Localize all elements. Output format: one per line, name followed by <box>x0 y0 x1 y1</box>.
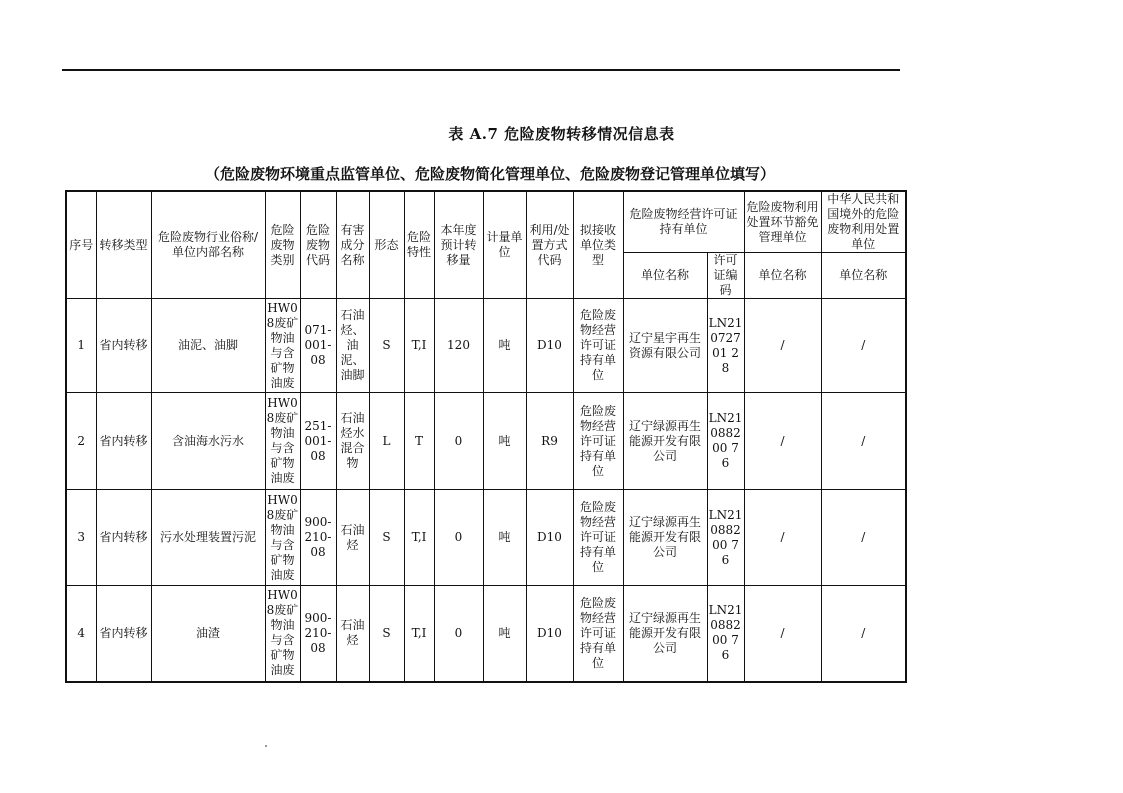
cell-hazardous-components: 石油烃 <box>336 490 369 586</box>
cell-form: S <box>369 490 404 586</box>
cell-overseas-unit-name: / <box>821 586 906 682</box>
header-unit-name: 单位名称 <box>623 253 707 299</box>
cell-hazard-property: T,I <box>404 586 434 682</box>
cell-licensed-unit-name: 辽宁绿源再生能源开发有限公司 <box>623 393 707 490</box>
cell-waste-category: HW08废矿物油与含矿物油废 <box>265 586 300 682</box>
cell-exempt-unit-name: / <box>744 393 821 490</box>
table-title: 表 A.7 危险废物转移情况信息表 <box>448 125 675 143</box>
cell-waste-code: 071-001-08 <box>300 299 336 393</box>
cell-exempt-unit-name: / <box>744 586 821 682</box>
header-hazard-property: 危险特性 <box>404 191 434 299</box>
cell-receiver-type: 危险废物经营许可证持有单位 <box>573 490 623 586</box>
cell-hazardous-components: 石油烃水混合物 <box>336 393 369 490</box>
cell-unit: 吨 <box>483 393 526 490</box>
table-row <box>66 586 906 682</box>
header-hazardous-components: 有害成分名称 <box>336 191 369 299</box>
header-annual-amount: 本年度预计转移量 <box>434 191 483 299</box>
cell-receiver-type: 危险废物经营许可证持有单位 <box>573 393 623 490</box>
cell-unit: 吨 <box>483 299 526 393</box>
cell-annual-amount: 0 <box>434 586 483 682</box>
table-row <box>66 299 906 393</box>
cell-waste-category: HW08废矿物油与含矿物油废 <box>265 490 300 586</box>
cell-waste-code: 900-210-08 <box>300 490 336 586</box>
cell-disposal-code: D10 <box>526 586 573 682</box>
cell-exempt-unit-name: / <box>744 299 821 393</box>
cell-licensed-unit-name: 辽宁绿源再生能源开发有限公司 <box>623 490 707 586</box>
cell-disposal-code: D10 <box>526 490 573 586</box>
cell-overseas-unit-name: / <box>821 490 906 586</box>
cell-license-no: LN21088200 76 <box>707 393 744 490</box>
cell-license-no: LN21072701 28 <box>707 299 744 393</box>
cell-index: 2 <box>66 393 96 490</box>
header-index: 序号 <box>66 191 96 299</box>
hazardous-waste-transfer-table <box>65 190 907 683</box>
cell-overseas-unit-name: / <box>821 393 906 490</box>
cell-licensed-unit-name: 辽宁绿源再生能源开发有限公司 <box>623 586 707 682</box>
cell-receiver-type: 危险废物经营许可证持有单位 <box>573 586 623 682</box>
header-waste-category: 危险废物类别 <box>265 191 300 299</box>
header-overseas-unit-name: 单位名称 <box>821 253 906 299</box>
scan-speck <box>265 745 267 747</box>
table-subtitle: （危险废物环境重点监管单位、危险废物简化管理单位、危险废物登记管理单位填写） <box>205 165 776 183</box>
cell-waste-code: 900-210-08 <box>300 586 336 682</box>
cell-annual-amount: 0 <box>434 490 483 586</box>
cell-annual-amount: 0 <box>434 393 483 490</box>
header-form: 形态 <box>369 191 404 299</box>
header-overseas-unit: 中华人民共和国境外的危险废物利用处置单位 <box>821 191 906 253</box>
cell-waste-name: 含油海水污水 <box>151 393 265 490</box>
table-row <box>66 490 906 586</box>
cell-form: S <box>369 586 404 682</box>
header-waste-code: 危险废物代码 <box>300 191 336 299</box>
header-exempt-unit: 危险废物利用处置环节豁免管理单位 <box>744 191 821 253</box>
cell-transfer-type: 省内转移 <box>96 586 151 682</box>
header-receiver-type: 拟接收单位类型 <box>573 191 623 299</box>
header-waste-name: 危险废物行业俗称/单位内部名称 <box>151 191 265 299</box>
cell-index: 3 <box>66 490 96 586</box>
cell-waste-name: 油渣 <box>151 586 265 682</box>
cell-hazard-property: T <box>404 393 434 490</box>
cell-waste-name: 污水处理装置污泥 <box>151 490 265 586</box>
header-disposal-code: 利用/处置方式代码 <box>526 191 573 299</box>
cell-hazard-property: T,I <box>404 299 434 393</box>
cell-unit: 吨 <box>483 490 526 586</box>
cell-annual-amount: 120 <box>434 299 483 393</box>
cell-receiver-type: 危险废物经营许可证持有单位 <box>573 299 623 393</box>
top-rule <box>62 69 900 71</box>
header-unit: 计量单位 <box>483 191 526 299</box>
cell-waste-category: HW08废矿物油与含矿物油废 <box>265 393 300 490</box>
cell-hazardous-components: 石油烃、油泥、油脚 <box>336 299 369 393</box>
header-transfer-type: 转移类型 <box>96 191 151 299</box>
header-licensed-holder: 危险废物经营许可证持有单位 <box>623 191 744 253</box>
cell-licensed-unit-name: 辽宁星宇再生资源有限公司 <box>623 299 707 393</box>
cell-disposal-code: D10 <box>526 299 573 393</box>
cell-transfer-type: 省内转移 <box>96 490 151 586</box>
header-license-no: 许可证编码 <box>707 253 744 299</box>
cell-license-no: LN21088200 76 <box>707 586 744 682</box>
cell-disposal-code: R9 <box>526 393 573 490</box>
cell-exempt-unit-name: / <box>744 490 821 586</box>
cell-transfer-type: 省内转移 <box>96 299 151 393</box>
cell-transfer-type: 省内转移 <box>96 393 151 490</box>
cell-overseas-unit-name: / <box>821 299 906 393</box>
cell-unit: 吨 <box>483 586 526 682</box>
cell-hazardous-components: 石油烃 <box>336 586 369 682</box>
cell-index: 4 <box>66 586 96 682</box>
header-exempt-unit-name: 单位名称 <box>744 253 821 299</box>
cell-form: S <box>369 299 404 393</box>
cell-waste-code: 251-001-08 <box>300 393 336 490</box>
cell-form: L <box>369 393 404 490</box>
cell-index: 1 <box>66 299 96 393</box>
cell-license-no: LN21088200 76 <box>707 490 744 586</box>
cell-hazard-property: T,I <box>404 490 434 586</box>
cell-waste-name: 油泥、油脚 <box>151 299 265 393</box>
table-row <box>66 393 906 490</box>
cell-waste-category: HW08废矿物油与含矿物油废 <box>265 299 300 393</box>
